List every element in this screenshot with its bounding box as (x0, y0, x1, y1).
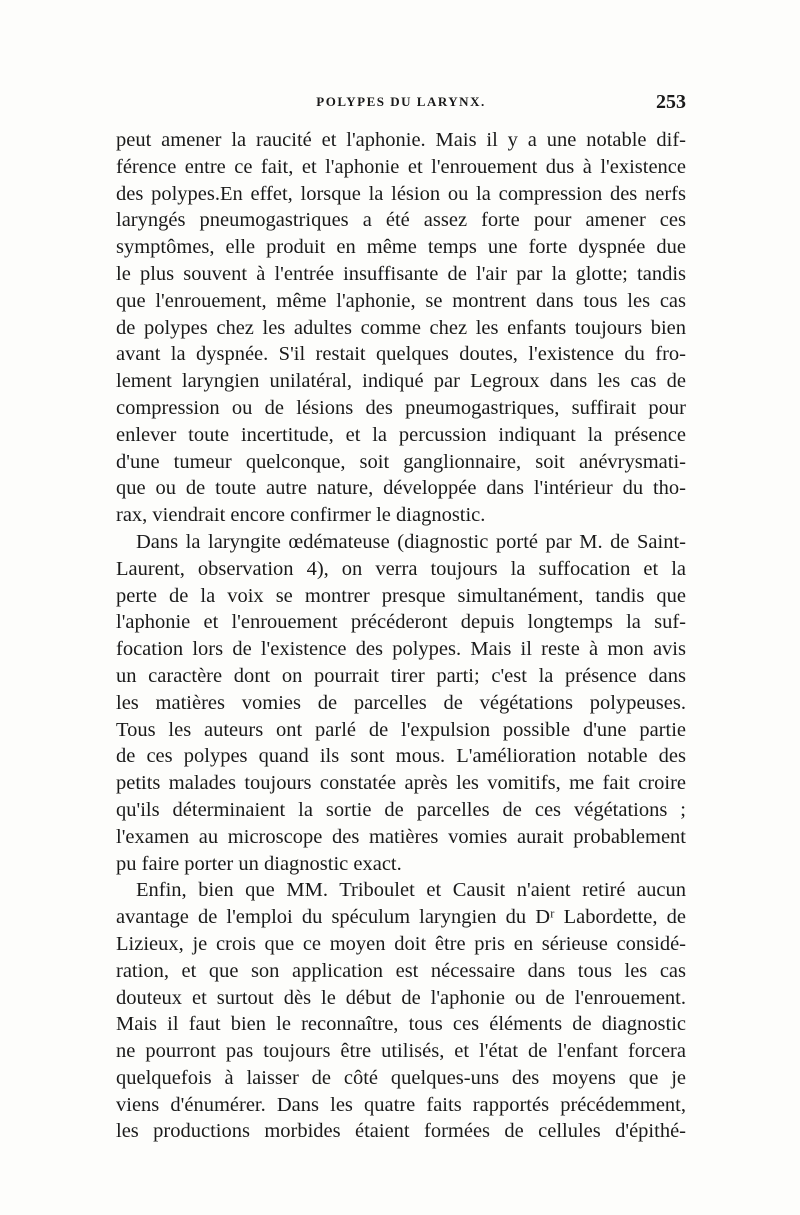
text-line: laryngés pneumogastriques a été assez forte pour amener ces (116, 209, 686, 232)
text-line: perte de la voix se montrer presque simultanément, tandis que (116, 584, 686, 607)
text-line: de polypes chez les adultes comme chez les enfants toujours bien (116, 316, 686, 339)
text-line: que ou de toute autre nature, développée dans l'intérieur du tho- (116, 477, 686, 500)
text-line: petits malades toujours constatée après les vomitifs, me fait croire (116, 772, 686, 795)
text-line: viens d'énumérer. Dans les quatre faits rapportés précédemment, (116, 1093, 686, 1116)
running-title: POLYPES DU LARYNX. (316, 94, 486, 109)
text-line: avantage de l'emploi du spéculum laryngien du Dʳ Labordette, de (116, 906, 686, 929)
body-text (116, 127, 686, 1145)
text-line: compression ou de lésions des pneumogastriques, suffirait pour (116, 396, 686, 419)
text-line: quelquefois à laisser de côté quelques-uns des moyens que je (116, 1066, 686, 1089)
text-line: Mais il faut bien le reconnaître, tous ces éléments de diagnostic (116, 1013, 686, 1036)
text-line: un caractère dont on pourrait tirer parti; c'est la présence dans (116, 664, 686, 687)
text-line: lement laryngien unilatéral, indiqué par Legroux dans les cas de (116, 370, 686, 393)
text-line: peut amener la raucité et l'aphonie. Mais il y a une notable dif- (116, 129, 686, 151)
text-line: qu'ils déterminaient la sortie de parcelles de ces végétations ; (116, 798, 686, 821)
text-line: férence entre ce fait, et l'aphonie et l'enrouement dus à l'existence (116, 155, 686, 178)
text-line: avant la dyspnée. S'il restait quelques doutes, l'existence du fro- (116, 343, 686, 366)
text-line: douteux et surtout dès le début de l'aphonie ou de l'enrouement. (116, 986, 686, 1009)
page-number: 253 (656, 91, 686, 113)
text-line: de ces polypes quand ils sont mous. L'amélioration notable des (116, 745, 686, 768)
text-line: Dans la laryngite œdémateuse (diagnostic porté par M. de Saint- (136, 530, 686, 553)
text-line: d'une tumeur quelconque, soit ganglionnaire, soit anévrysmati- (116, 450, 686, 473)
text-line: que l'enrouement, même l'aphonie, se montrent dans tous les cas (116, 289, 686, 312)
text-line: Laurent, observation 4), on verra toujours la suffocation et la (116, 557, 686, 580)
text-line: des polypes.En effet, lorsque la lésion ou la compression des nerfs (116, 182, 686, 205)
running-header (116, 91, 686, 118)
text-line: ne pourront pas toujours être utilisés, et l'état de l'enfant forcera (116, 1040, 686, 1063)
text-line: enlever toute incertitude, et la percussion indiquant la présence (116, 423, 686, 446)
text-line: Lizieux, je crois que ce moyen doit être pris en sérieuse considé- (116, 932, 686, 955)
text-line: rax, viendrait encore confirmer le diagnostic. (116, 504, 486, 527)
text-line: Enfin, bien que MM. Triboulet et Causit n'aient retiré aucun (136, 879, 686, 902)
text-line: les productions morbides étaient formées de cellules d'épithé- (116, 1120, 686, 1143)
text-line: l'examen au microscope des matières vomies aurait probablement (116, 825, 686, 848)
text-line: le plus souvent à l'entrée insuffisante de l'air par la glotte; tandis (116, 262, 686, 285)
text-line: l'aphonie et l'enrouement précéderont depuis longtemps la suf- (116, 611, 686, 634)
text-line: ration, et que son application est nécessaire dans tous les cas (116, 959, 686, 982)
text-line: focation lors de l'existence des polypes. Mais il reste à mon avis (116, 638, 686, 661)
text-line: les matières vomies de parcelles de végétations polypeuses. (116, 691, 686, 714)
text-line: Tous les auteurs ont parlé de l'expulsion possible d'une partie (116, 718, 686, 741)
text-line: symptômes, elle produit en même temps une forte dyspnée due (116, 236, 686, 259)
text-line: pu faire porter un diagnostic exact. (116, 852, 402, 875)
